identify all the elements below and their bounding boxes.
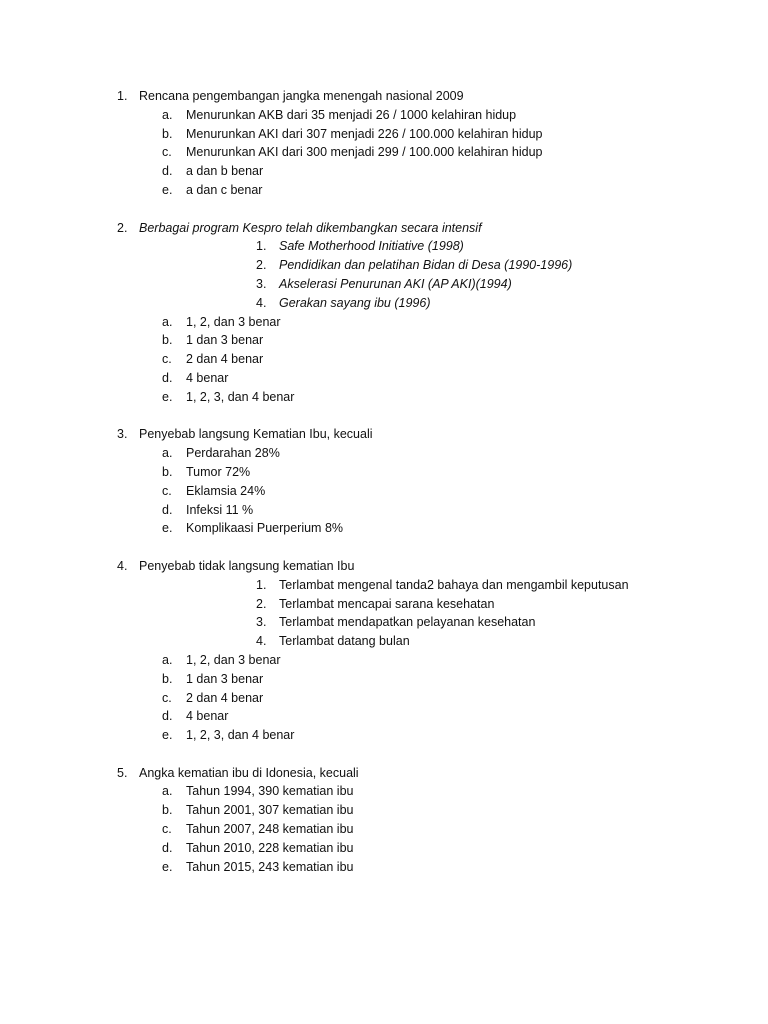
answer-option-number: d. (162, 502, 173, 517)
answer-option-number: c. (162, 690, 172, 705)
spacer (0, 407, 768, 426)
statement-item-text: Terlambat datang bulan (279, 634, 410, 649)
question-stem-number: 3. (117, 427, 128, 442)
answer-option-number: c. (162, 822, 172, 837)
answer-option-number: c. (162, 352, 172, 367)
answer-option-text: Tahun 2010, 228 kematian ibu (186, 840, 354, 855)
question-stem-text: Penyebab langsung Kematian Ibu, kecuali (139, 427, 373, 442)
answer-option-number: b. (162, 333, 173, 348)
answer-option-text: 1 dan 3 benar (186, 333, 264, 348)
answer-option (0, 726, 768, 745)
answer-option-text: a dan b benar (186, 164, 264, 179)
question-stem-text: Angka kematian ibu di Idonesia, kecuali (139, 765, 359, 780)
answer-option (0, 313, 768, 332)
answer-option (0, 782, 768, 801)
question-stem (0, 764, 768, 783)
statement-item-number: 4. (256, 295, 267, 310)
answer-option-number: e. (162, 859, 173, 874)
answer-option-text: Perdarahan 28% (186, 446, 280, 461)
answer-option-number: b. (162, 126, 173, 141)
answer-option (0, 143, 768, 162)
answer-option-text: 1 dan 3 benar (186, 671, 264, 686)
answer-option-text: Menurunkan AKI dari 307 menjadi 226 / 100.000 kelahiran hidup (186, 126, 543, 141)
answer-option-number: a. (162, 446, 173, 461)
answer-option (0, 707, 768, 726)
statement-item (0, 275, 768, 294)
answer-option (0, 463, 768, 482)
answer-option (0, 444, 768, 463)
answer-option (0, 482, 768, 501)
answer-option-text: 2 dan 4 benar (186, 690, 264, 705)
statement-item-text: Akselerasi Penurunan AKI (AP AKI)(1994) (279, 276, 512, 291)
statement-item-number: 3. (256, 615, 267, 630)
answer-option-text: Tahun 2015, 243 kematian ibu (186, 859, 354, 874)
answer-option-number: a. (162, 652, 173, 667)
statement-item-number: 1. (256, 577, 267, 592)
question-stem (0, 219, 768, 238)
answer-option-number: d. (162, 164, 173, 179)
statement-item-text: Terlambat mengenal tanda2 bahaya dan mengambil keputusan (279, 577, 629, 592)
answer-option-text: 1, 2, 3, dan 4 benar (186, 728, 295, 743)
statement-item (0, 576, 768, 595)
answer-option (0, 181, 768, 200)
question-stem-number: 1. (117, 89, 128, 103)
answer-option-number: c. (162, 145, 172, 160)
answer-option (0, 162, 768, 181)
answer-option-number: e. (162, 389, 173, 404)
answer-option-number: e. (162, 182, 173, 197)
answer-option-number: b. (162, 803, 173, 818)
spacer (0, 745, 768, 764)
statement-item-number: 2. (256, 258, 267, 273)
answer-option (0, 388, 768, 407)
answer-option-text: Menurunkan AKI dari 300 menjadi 299 / 100.000 kelahiran hidup (186, 145, 543, 160)
statement-item-text: Safe Motherhood Initiative (1998) (279, 239, 464, 254)
answer-option-number: d. (162, 370, 173, 385)
answer-option-text: Komplikaasi Puerperium 8% (186, 521, 344, 536)
question-document (0, 87, 768, 876)
answer-option-text: Tahun 2007, 248 kematian ibu (186, 822, 354, 837)
answer-option (0, 501, 768, 520)
statement-item (0, 595, 768, 614)
statement-item-number: 2. (256, 596, 267, 611)
statement-item-number: 4. (256, 634, 267, 649)
answer-option (0, 369, 768, 388)
statement-item-text: Terlambat mendapatkan pelayanan kesehatan (279, 615, 536, 630)
statement-item (0, 613, 768, 632)
answer-option-number: b. (162, 671, 173, 686)
question-stem-text: Rencana pengembangan jangka menengah nasional 2009 (139, 89, 464, 103)
answer-option (0, 331, 768, 350)
answer-option-text: Tahun 1994, 390 kematian ibu (186, 784, 354, 799)
statement-item (0, 632, 768, 651)
answer-option-number: a. (162, 784, 173, 799)
answer-option (0, 519, 768, 538)
spacer (0, 200, 768, 219)
answer-option-text: Menurunkan AKB dari 35 menjadi 26 / 1000 kelahiran hidup (186, 107, 517, 122)
answer-option-number: d. (162, 840, 173, 855)
spacer (0, 538, 768, 557)
answer-option (0, 689, 768, 708)
answer-option (0, 125, 768, 144)
answer-option-number: d. (162, 709, 173, 724)
answer-option-text: 4 benar (186, 370, 229, 385)
answer-option-number: c. (162, 483, 172, 498)
statement-item-text: Pendidikan dan pelatihan Bidan di Desa (1990-1996) (279, 258, 573, 273)
statement-item (0, 237, 768, 256)
answer-option (0, 350, 768, 369)
statement-item (0, 294, 768, 313)
answer-option-text: 1, 2, dan 3 benar (186, 652, 281, 667)
answer-option-text: Tumor 72% (186, 464, 251, 479)
question-stem (0, 557, 768, 576)
statement-item-number: 1. (256, 239, 267, 254)
answer-option-text: 1, 2, dan 3 benar (186, 314, 281, 329)
question-stem (0, 425, 768, 444)
question-stem (0, 87, 768, 106)
answer-option (0, 106, 768, 125)
answer-option-number: a. (162, 107, 173, 122)
answer-option-text: 2 dan 4 benar (186, 352, 264, 367)
answer-option-text: a dan c benar (186, 182, 263, 197)
statement-item-text: Gerakan sayang ibu (1996) (279, 295, 431, 310)
answer-option-text: Tahun 2001, 307 kematian ibu (186, 803, 354, 818)
answer-option (0, 820, 768, 839)
question-stem-text: Penyebab tidak langsung kematian Ibu (139, 558, 355, 573)
question-stem-number: 5. (117, 765, 128, 780)
question-stem-number: 4. (117, 558, 128, 573)
answer-option (0, 670, 768, 689)
answer-option (0, 801, 768, 820)
answer-option-number: e. (162, 521, 173, 536)
question-stem-number: 2. (117, 220, 128, 235)
question-stem-text: Berbagai program Kespro telah dikembangkan secara intensif (139, 220, 482, 235)
answer-option-text: Infeksi 11 % (186, 502, 254, 517)
answer-option (0, 651, 768, 670)
statement-item (0, 256, 768, 275)
answer-option (0, 858, 768, 877)
answer-option-number: b. (162, 464, 173, 479)
statement-item-text: Terlambat mencapai sarana kesehatan (279, 596, 495, 611)
answer-option (0, 839, 768, 858)
statement-item-number: 3. (256, 276, 267, 291)
answer-option-text: Eklamsia 24% (186, 483, 266, 498)
answer-option-text: 4 benar (186, 709, 229, 724)
answer-option-number: e. (162, 728, 173, 743)
answer-option-number: a. (162, 314, 173, 329)
answer-option-text: 1, 2, 3, dan 4 benar (186, 389, 295, 404)
